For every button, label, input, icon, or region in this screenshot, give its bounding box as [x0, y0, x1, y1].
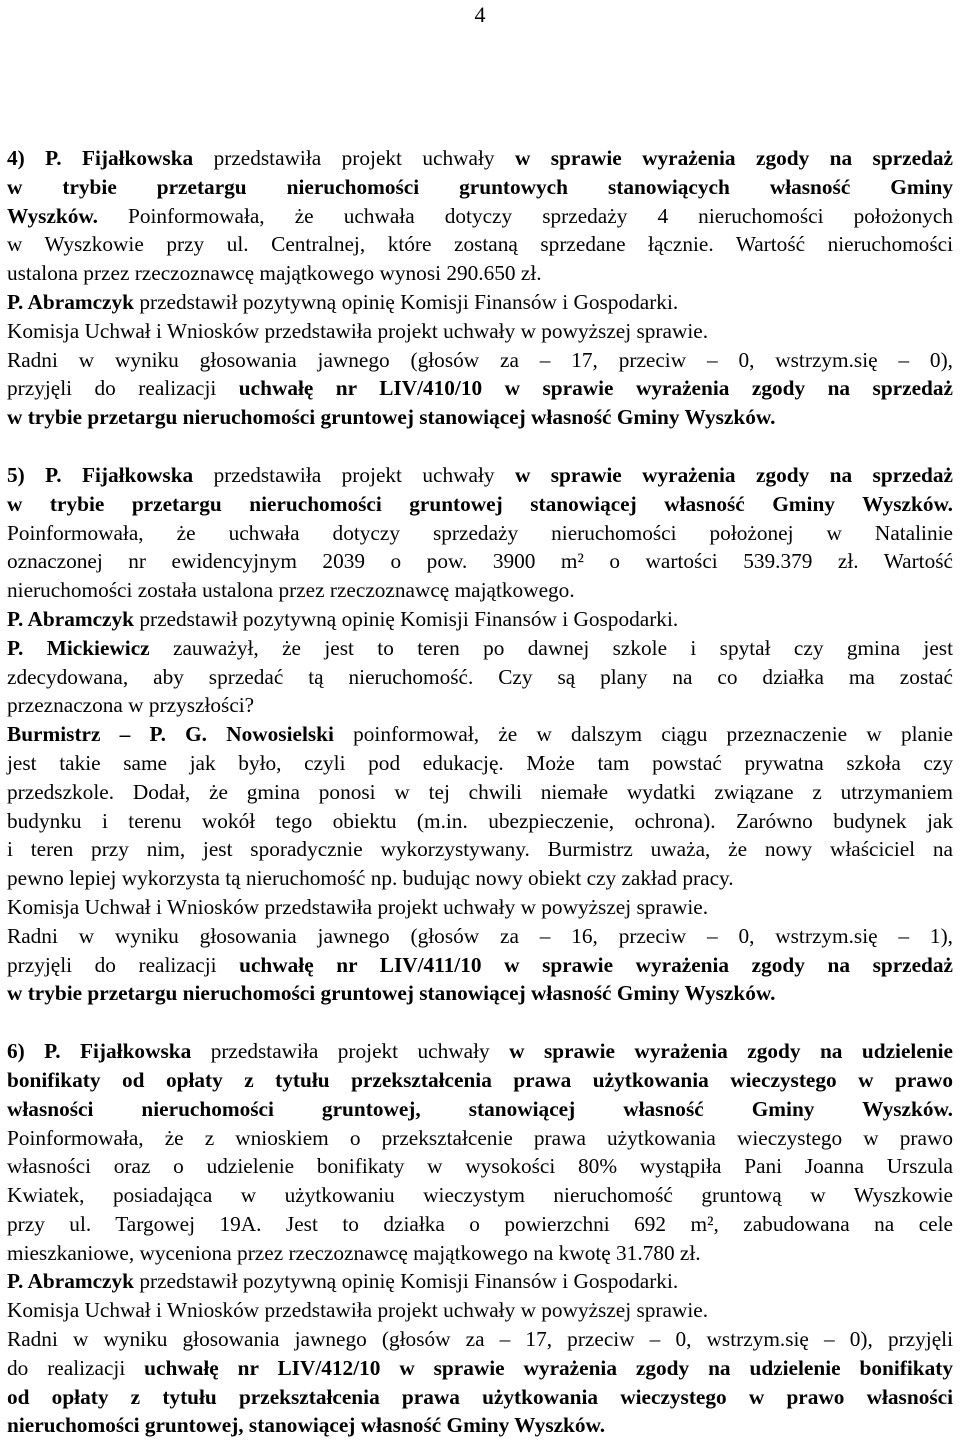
text: poinformował, że w dalszym ciągu przeznaczenie w planie: [333, 722, 953, 747]
text-line: [7, 288, 953, 317]
bold-text: w trybie przetargu nieruchomości gruntowej stanowiącej własność Gminy Wyszków.: [7, 405, 776, 430]
text: przyjęli do realizacji: [7, 952, 240, 977]
text: zauważył, że jest to teren po dawnej szkole i spytał czy gmina jest: [149, 635, 953, 660]
text: Komisja Uchwał i Wniosków przedstawiła projekt uchwały w powyższej sprawie.: [7, 318, 709, 343]
text: budynku i terenu wokół tego obiektu (m.in. ubezpieczenie, ochrona). Zarówno budynek jak: [7, 808, 953, 833]
agenda-item-s6: [7, 1037, 953, 1440]
text: przy ul. Targowej 19A. Jest to działka o powierzchni 692 m², zabudowana na cele: [7, 1211, 953, 1236]
document-body: [7, 144, 953, 1440]
text-line: [7, 807, 953, 836]
bold-text: uchwałę nr LIV/412/10 w sprawie wyrażenia zgody na udzielenie bonifikaty: [144, 1355, 954, 1380]
text-line: [7, 1239, 953, 1268]
text-line: [7, 1210, 953, 1239]
text: Komisja Uchwał i Wniosków przedstawiła projekt uchwały w powyższej sprawie.: [7, 894, 709, 919]
text-line: [7, 202, 953, 231]
bold-text: w sprawie wyrażenia zgody na sprzedaż: [514, 462, 953, 487]
text: przedstawił pozytywną opinię Komisji Finansów i Gospodarki.: [134, 606, 679, 631]
text: własności oraz o udzielenie bonifikaty w wysokości 80% wystąpiła Pani Joanna Urszula: [7, 1154, 953, 1179]
text-line: [7, 1354, 953, 1383]
text-line: [7, 835, 953, 864]
text: Radni w wyniku głosowania jawnego (głosów za – 16, przeciw – 0, wstrzym.się – 1),: [7, 923, 953, 948]
text: jest takie same jak było, czyli pod edukację. Może tam powstać prywatna szkoła czy: [7, 750, 953, 775]
text-line: [7, 374, 953, 403]
text: przedstawił pozytywną opinię Komisji Finansów i Gospodarki.: [134, 289, 679, 314]
bold-text: bonifikaty od opłaty z tytułu przekształcenia prawa użytkowania wieczystego w prawo: [7, 1067, 953, 1092]
text-line: [7, 864, 953, 893]
text: pewno lepiej wykorzysta tą nieruchomość np. budując nowy obiekt czy zakład pracy.: [7, 866, 734, 891]
text: przedszkole. Dodał, że gmina ponosi w tej chwili niemałe wydatki związane z utrzymaniem: [7, 779, 953, 804]
text-line: [7, 749, 953, 778]
text-line: [7, 1411, 953, 1440]
bold-text: P. Abramczyk: [7, 606, 134, 631]
text: w Wyszkowie przy ul. Centralnej, które zostaną sprzedane łącznie. Wartość nieruchomości: [7, 232, 953, 257]
agenda-item-s4: [7, 144, 953, 432]
text-line: [7, 720, 953, 749]
text-line: [7, 144, 953, 173]
text: do realizacji: [7, 1355, 145, 1380]
bold-text: P. Abramczyk: [7, 289, 134, 314]
text: mieszkaniowe, wyceniona przez rzeczoznawcę majątkowego na kwotę 31.780 zł.: [7, 1240, 701, 1265]
bold-text: uchwałę nr LIV/410/10 w sprawie wyrażenia zgody na sprzedaż: [238, 376, 953, 401]
text-line: [7, 893, 953, 922]
text: zdecydowana, aby sprzedać tą nieruchomość. Czy są plany na co działka ma zostać: [7, 664, 953, 689]
paragraph-gap: [7, 432, 953, 461]
text-line: [7, 1267, 953, 1296]
text: Kwiatek, posiadająca w użytkowaniu wieczystym nieruchomość gruntową w Wyszkowie: [7, 1183, 953, 1208]
text-line: [7, 979, 953, 1008]
text-line: [7, 1152, 953, 1181]
bold-text: w trybie przetargu nieruchomości gruntowej stanowiącej własność Gminy Wyszków.: [7, 981, 776, 1006]
text: przedstawiła projekt uchwały: [193, 462, 515, 487]
bold-text: 6) P. Fijałkowska: [7, 1039, 192, 1064]
text-line: [7, 663, 953, 692]
text: Poinformowała, że uchwała dotyczy sprzedaży 4 nieruchomości położonych: [97, 203, 953, 228]
bold-text: w sprawie wyrażenia zgody na sprzedaż: [514, 146, 953, 170]
text-line: [7, 1383, 953, 1412]
paragraph-gap: [7, 1008, 953, 1037]
bold-text: P. Mickiewicz: [7, 635, 150, 660]
agenda-item-s5: [7, 461, 953, 1008]
text-line: [7, 346, 953, 375]
bold-text: w trybie przetargu nieruchomości gruntowych stanowiących własność Gminy: [7, 174, 953, 199]
text: Komisja Uchwał i Wniosków przedstawiła projekt uchwały w powyższej sprawie.: [7, 1298, 709, 1323]
text-line: [7, 1095, 953, 1124]
text-line: [7, 778, 953, 807]
bold-text: własności nieruchomości gruntowej, stanowiącej własność Gminy Wyszków.: [7, 1096, 953, 1121]
text-line: [7, 317, 953, 346]
bold-text: 4) P. Fijałkowska: [7, 146, 194, 170]
text-line: [7, 1181, 953, 1210]
text-line: [7, 634, 953, 663]
text: Radni w wyniku głosowania jawnego (głosów za – 17, przeciw – 0, wstrzym.się – 0),: [7, 347, 953, 372]
text-line: [7, 230, 953, 259]
bold-text: Wyszków.: [7, 203, 98, 228]
bold-text: 5) P. Fijałkowska: [7, 462, 194, 487]
text: przedstawiła projekt uchwały: [191, 1039, 510, 1064]
bold-text: w sprawie wyrażenia zgody na udzielenie: [509, 1039, 953, 1064]
text: ustalona przez rzeczoznawcę majątkowego wynosi 290.650 zł.: [7, 261, 542, 286]
text-line: [7, 461, 953, 490]
page-number: 4: [474, 2, 486, 27]
text-line: [7, 490, 953, 519]
text-line: [7, 605, 953, 634]
text-line: [7, 1325, 953, 1354]
text: przedstawił pozytywną opinię Komisji Finansów i Gospodarki.: [134, 1269, 679, 1294]
text-line: [7, 1066, 953, 1095]
bold-text: Burmistrz – P. G. Nowosielski: [7, 722, 334, 747]
text: przeznaczona w przyszłości?: [7, 693, 255, 718]
text-line: [7, 519, 953, 548]
text: i teren przy nim, jest sporadycznie wykorzystywany. Burmistrz uważa, że nowy właściciel na: [7, 837, 953, 862]
bold-text: od opłaty z tytułu przekształcenia prawa użytkowania wieczystego w prawo własności: [7, 1384, 953, 1409]
text-line: [7, 547, 953, 576]
bold-text: w trybie przetargu nieruchomości gruntowej stanowiącej własność Gminy Wyszków.: [7, 491, 953, 516]
text-line: [7, 1296, 953, 1325]
text: Radni w wyniku głosowania jawnego (głosów za – 17, przeciw – 0, wstrzym.się – 0), przyjęli: [7, 1327, 953, 1352]
bold-text: P. Abramczyk: [7, 1269, 134, 1294]
text: oznaczonej nr ewidencyjnym 2039 o pow. 3900 m² o wartości 539.379 zł. Wartość: [7, 549, 953, 574]
text: przyjęli do realizacji: [7, 376, 239, 401]
text-line: [7, 1124, 953, 1153]
bold-text: uchwałę nr LIV/411/10 w sprawie wyrażenia zgody na sprzedaż: [239, 952, 954, 977]
text-line: [7, 691, 953, 720]
text-line: [7, 951, 953, 980]
text-line: [7, 922, 953, 951]
bold-text: nieruchomości gruntowej, stanowiącej własność Gminy Wyszków.: [7, 1413, 606, 1438]
text-line: [7, 259, 953, 288]
text: nieruchomości została ustalona przez rzeczoznawcę majątkowego.: [7, 578, 575, 603]
text: Poinformowała, że z wnioskiem o przekształcenie prawa użytkowania wieczystego w prawo: [7, 1125, 953, 1150]
text: Poinformowała, że uchwała dotyczy sprzedaży nieruchomości położonej w Natalinie: [7, 520, 953, 545]
text-line: [7, 576, 953, 605]
text-line: [7, 1037, 953, 1066]
text-line: [7, 403, 953, 432]
text: przedstawiła projekt uchwały: [193, 146, 515, 170]
text-line: [7, 173, 953, 202]
